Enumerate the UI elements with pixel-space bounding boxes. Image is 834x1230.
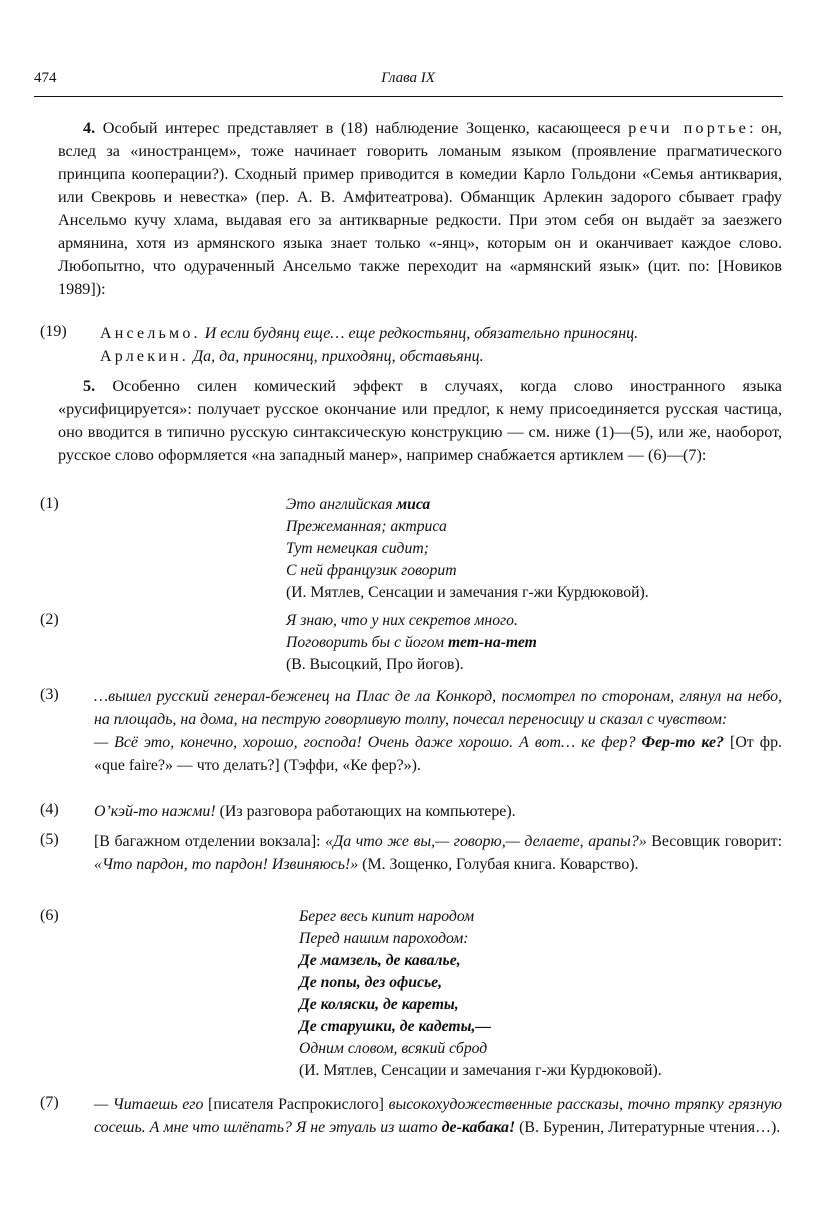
example-7: — Читаешь его [писателя Распрокислого] высокохудожественные рассказы, точно тряпку грязную сосешь. А мне что шлёпать? Я не этуаль из шато де-кабака! (В. Буренин, Литературные чтения…). (94, 1096, 782, 1136)
example-7-number: (7) (40, 1094, 59, 1111)
example-1-poem: Это английская миса Прежеманная; актриса Тут немецкая сидит; С ней французик говорит (И. Мятлев, Сенсации и замечания г-жи Курдюковой). (286, 496, 649, 601)
header-rule (34, 96, 783, 97)
example-2-number: (2) (40, 611, 59, 628)
paragraph-4: 4. Особый интерес представляет в (18) наблюдение Зощенко, касающееся речи портье: он, вслед за «иностранцем», тоже начинает говорить ломаным языком (проявление прагматического принципа кооперации?). Сходный пример приводится в комедии Карло Гольдони «Семья антиквария, или Свекровь и невестка» (пер. А. В. Амфитеатрова). Обманщик Арлекин задорого сбывает графу Ансельмо кучу хлама, выдавая его за антикварные редкости. При этом себя он выдаёт за заезжего армянина, хотя из армянского языка знает только «-янц», которым он и оканчивает каждое слово. Любопытно, что одураченный Ансельмо также переходит на «армянский язык» (цит. по: [Новиков 1989]): (58, 119, 782, 298)
example-19: Ансельмо. И если будянц еще… еще редкостьянц, обязательно приносянц. Арлекин. Да, да, приносянц, приходянц, обставьянц. (100, 325, 639, 365)
example-5: [В багажном отделении вокзала]: «Да что же вы,— говорю,— делаете, арапы?» Весовщик говорит: «Что пардон, то пардон! Извиняюсь!» (М. Зощенко, Голубая книга. Коварство). (94, 833, 782, 873)
running-header (34, 68, 782, 92)
example-6-poem: Берег весь кипит народом Перед нашим пароходом: Де мамзель, де кавалье, Де попы, дез офисье, Де коляски, де кареты, Де старушки, де кадеты,— Одним словом, всякий сброд (И. Мятлев, Сенсации и замечания г-жи Курдюковой). (299, 908, 662, 1079)
example-5-number: (5) (40, 831, 59, 848)
example-1-number: (1) (40, 495, 59, 512)
example-3: …вышел русский генерал-беженец на Плас де ла Конкорд, посмотрел по сторонам, глянул на небо, на площадь, на дома, на пеструю говорливую толпу, почесал переносицу и сказал с чувством: — Всё это, конечно, хорошо, господа! Очень даже хорошо. А вот… ке фер? Фер-то ке? [От фр. «que faire?» — что делать?] (Тэффи, «Ке фер?»). (94, 688, 782, 774)
example-4: О’кэй-то нажми! (Из разговора работающих на компьютере). (94, 803, 516, 820)
chapter-title: Глава IX (381, 70, 435, 86)
paragraph-5: 5. Особенно силен комический эффект в случаях, когда слово иностранного языка «русифицируется»: получает русское окончание или предлог, к нему присоединяется русская частица, оно вводится в типично русскую синтаксическую конструкцию — см. ниже (1)—(5), или же, наоборот, русское слово оформляется «на западный манер», например снабжается артиклем — (6)—(7): (58, 377, 782, 464)
example-19-number: (19) (40, 323, 67, 340)
page-number: 474 (34, 70, 57, 86)
example-4-number: (4) (40, 801, 59, 818)
example-6-number: (6) (40, 907, 59, 924)
example-2-poem: Я знаю, что у них секретов много. Поговорить бы с йогом тет-на-тет (В. Высоцкий, Про йогов). (286, 612, 537, 673)
example-3-number: (3) (40, 686, 59, 703)
